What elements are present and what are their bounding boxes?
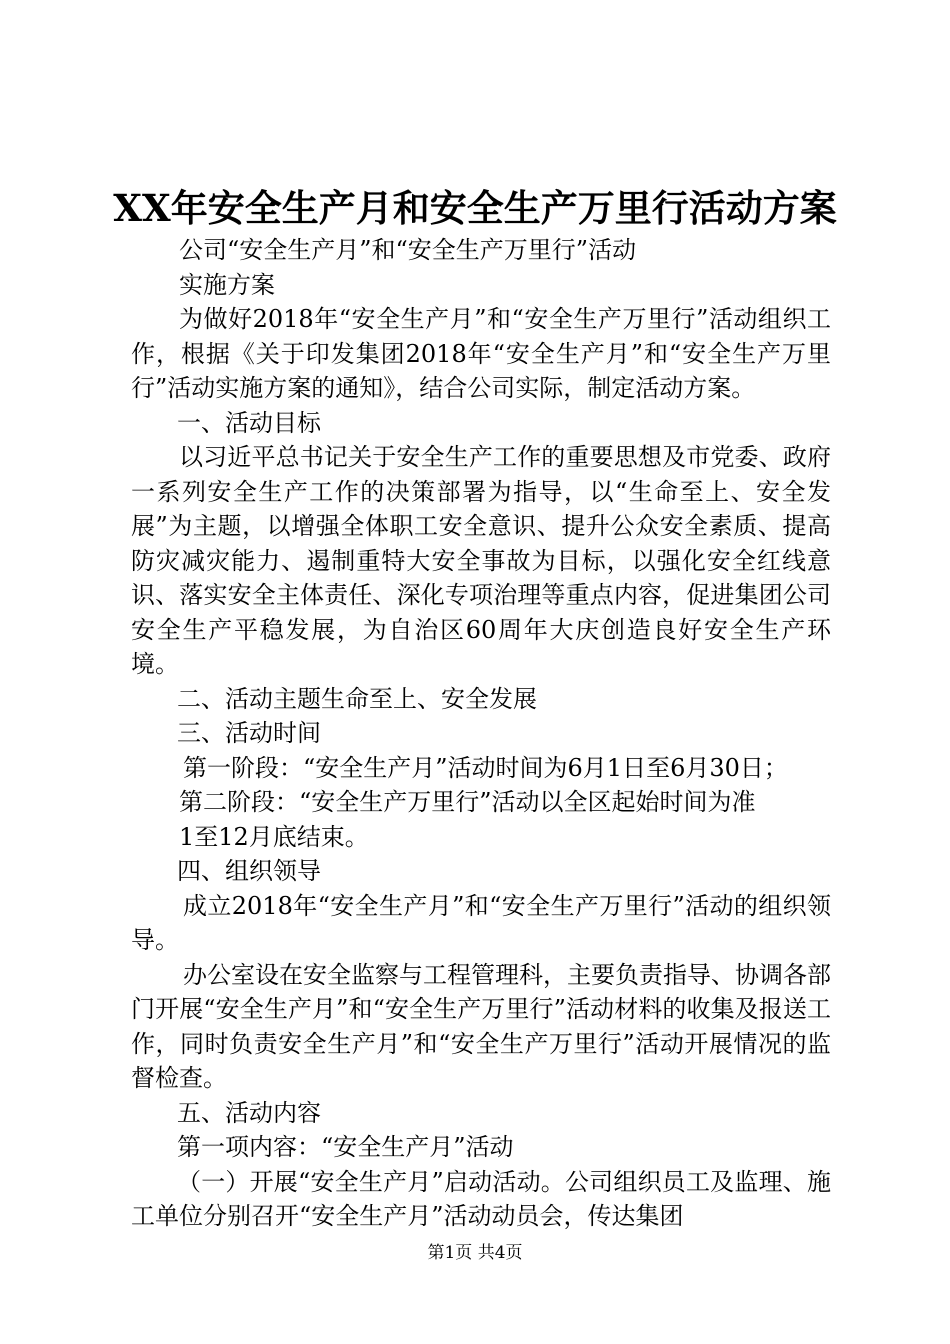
paragraph-item-one: 第一项内容：“安全生产月”活动 <box>177 1133 514 1161</box>
paragraph-company-heading: 公司“安全生产月”和“安全生产万里行”活动 <box>179 236 637 264</box>
page-number-footer: 第1页 共4页 <box>427 1243 523 1263</box>
section-heading-theme: 二、活动主题生命至上、安全发展 <box>177 684 537 713</box>
paragraph-leadership: 成立2018年“安全生产月”和“安全生产万里行”活动的组织领导。 <box>131 891 831 954</box>
paragraph-phase-two: 第二阶段：“安全生产万里行”活动以全区起始时间为准 <box>179 788 756 816</box>
section-heading-leadership: 四、组织领导 <box>177 857 321 885</box>
document-body <box>131 233 831 1234</box>
section-heading-content: 五、活动内容 <box>177 1098 321 1127</box>
paragraph-launch: （一）开展“安全生产月”启动活动。公司组织员工及监理、施工单位分别召开“安全生产月”活动动员会，传达集团 <box>131 1167 831 1230</box>
paragraph-goal: 以习近平总书记关于安全生产工作的重要思想及市党委、政府一系列安全生产工作的决策部署为指导，以“生命至上、安全发展”为主题，以增强全体职工安全意识、提升公众安全素质、提高防灾减灾能力、遏制重特大安全事故为目标，以强化安全红线意识、落实安全主体责任、深化专项治理等重点内容，促进集团公司安全生产平稳发展，为自治区60周年大庆创造良好安全生产环境。 <box>131 443 831 678</box>
paragraph-phase-one: 第一阶段：“安全生产月”活动时间为6月1日至6月30日； <box>183 753 788 782</box>
section-heading-goal: 一、活动目标 <box>177 408 321 437</box>
paragraph-phase-two-end: 1至12月底结束。 <box>179 822 369 851</box>
paragraph-intro: 为做好2018年“安全生产月”和“安全生产万里行”活动组织工作，根据《关于印发集团2018年“安全生产月”和“安全生产万里行”活动实施方案的通知》，结合公司实际，制定活动方案。 <box>131 305 831 402</box>
document-title: XX年安全生产月和安全生产万里行活动方案 <box>113 186 837 230</box>
paragraph-plan-heading: 实施方案 <box>179 270 275 299</box>
section-heading-time: 三、活动时间 <box>177 719 321 747</box>
paragraph-office: 办公室设在安全监察与工程管理科，主要负责指导、协调各部门开展“安全生产月”和“安全生产万里行”活动材料的收集及报送工作，同时负责安全生产月”和“安全生产万里行”活动开展情况的监督检查。 <box>131 960 831 1092</box>
